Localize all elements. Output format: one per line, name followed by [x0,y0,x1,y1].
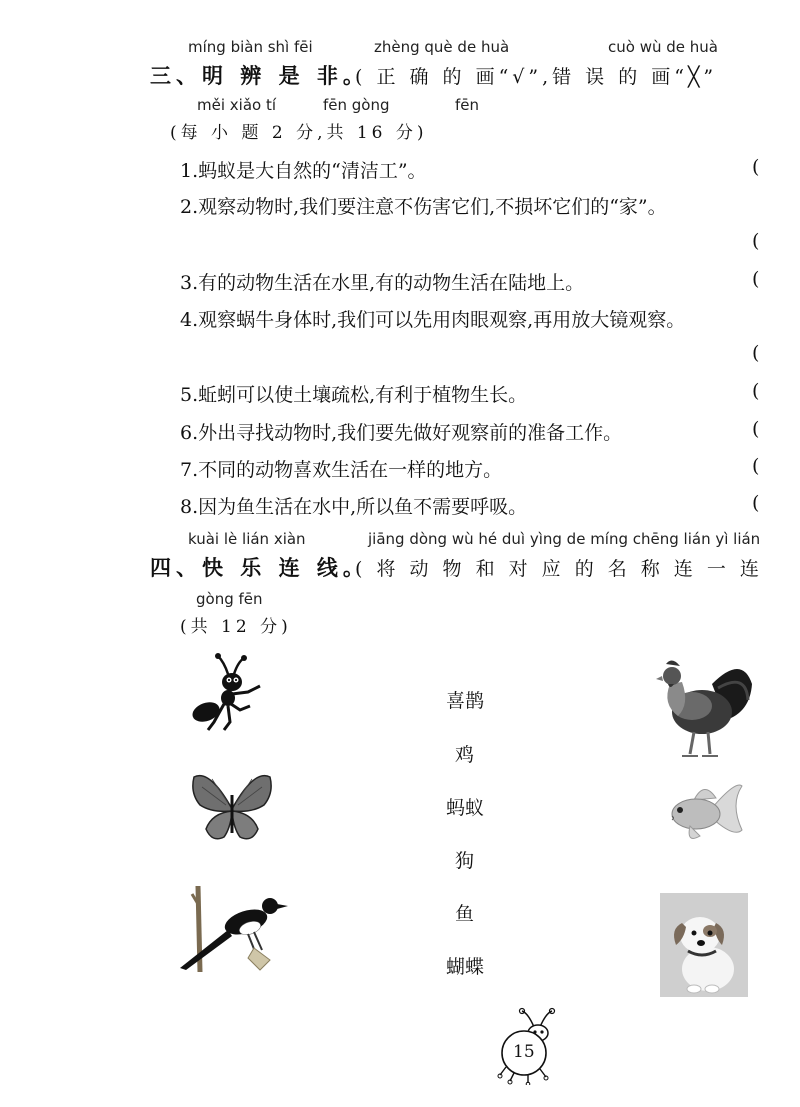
answer-paren-6[interactable]: ( [752,418,760,440]
question-6: 6.外出寻找动物时,我们要先做好观察前的准备工作。 [180,422,623,444]
question-4: 4.观察蜗牛身体时,我们可以先用肉眼观察,再用放大镜观察。 [180,309,686,331]
section-4-heading: 四、快 乐 连 线。 [150,556,369,580]
name-ant[interactable]: 蚂蚁 [446,797,485,819]
question-3: 3.有的动物生活在水里,有的动物生活在陆地上。 [180,272,585,294]
pinyin-score-3b: fēn gòng [323,96,390,114]
answer-paren-8[interactable]: ( [752,492,760,514]
section-4-instruction: ( 将 动 物 和 对 应 的 名 称 连 一 连 [355,558,763,580]
name-fish[interactable]: 鱼 [455,903,475,925]
butterfly-image[interactable] [190,773,274,845]
page-number: 15 [513,1042,535,1062]
question-7: 7.不同的动物喜欢生活在一样的地方。 [180,459,503,481]
pinyin-score-3c: fēn [455,96,480,114]
section-3-score: (每 小 题 2 分,共 16 分) [170,123,428,143]
answer-paren-2[interactable]: ( [752,230,760,252]
name-chicken[interactable]: 鸡 [455,744,475,766]
puppy-image[interactable] [660,893,748,997]
pinyin-instruction-3a: zhèng què de huà [374,38,510,56]
name-butterfly[interactable]: 蝴蝶 [446,956,485,978]
ant-image[interactable] [188,652,268,734]
answer-paren-4[interactable]: ( [752,342,760,364]
answer-paren-3[interactable]: ( [752,268,760,290]
pinyin-heading-3: míng biàn shì fēi [188,38,313,56]
question-8: 8.因为鱼生活在水中,所以鱼不需要呼吸。 [180,496,528,518]
answer-paren-7[interactable]: ( [752,455,760,477]
answer-paren-5[interactable]: ( [752,380,760,402]
pinyin-instruction-4: jiāng dòng wù hé duì yìng de míng chēng lián yì lián [368,530,761,548]
section-3-instruction: ( 正 确 的 画“√”,错 误 的 画“╳” [355,66,718,88]
section-3-heading: 三、明 辨 是 非。 [150,64,369,88]
pinyin-score-4: gòng fēn [196,590,263,608]
pinyin-heading-4: kuài lè lián xiàn [188,530,306,548]
magpie-image[interactable] [178,884,290,976]
rooster-image[interactable] [652,654,756,762]
goldfish-image[interactable] [664,774,744,852]
name-magpie[interactable]: 喜鹊 [446,690,485,712]
answer-paren-1[interactable]: ( [752,156,760,178]
section-4-score: (共 12 分) [180,617,292,637]
question-2: 2.观察动物时,我们要注意不伤害它们,不损坏它们的“家”。 [180,196,667,218]
pinyin-instruction-3b: cuò wù de huà [608,38,718,56]
question-5: 5.蚯蚓可以使土壤疏松,有利于植物生长。 [180,384,528,406]
question-1: 1.蚂蚁是大自然的“清洁工”。 [180,160,427,182]
pinyin-score-3a: měi xiǎo tí [197,96,277,114]
name-dog[interactable]: 狗 [455,850,475,872]
